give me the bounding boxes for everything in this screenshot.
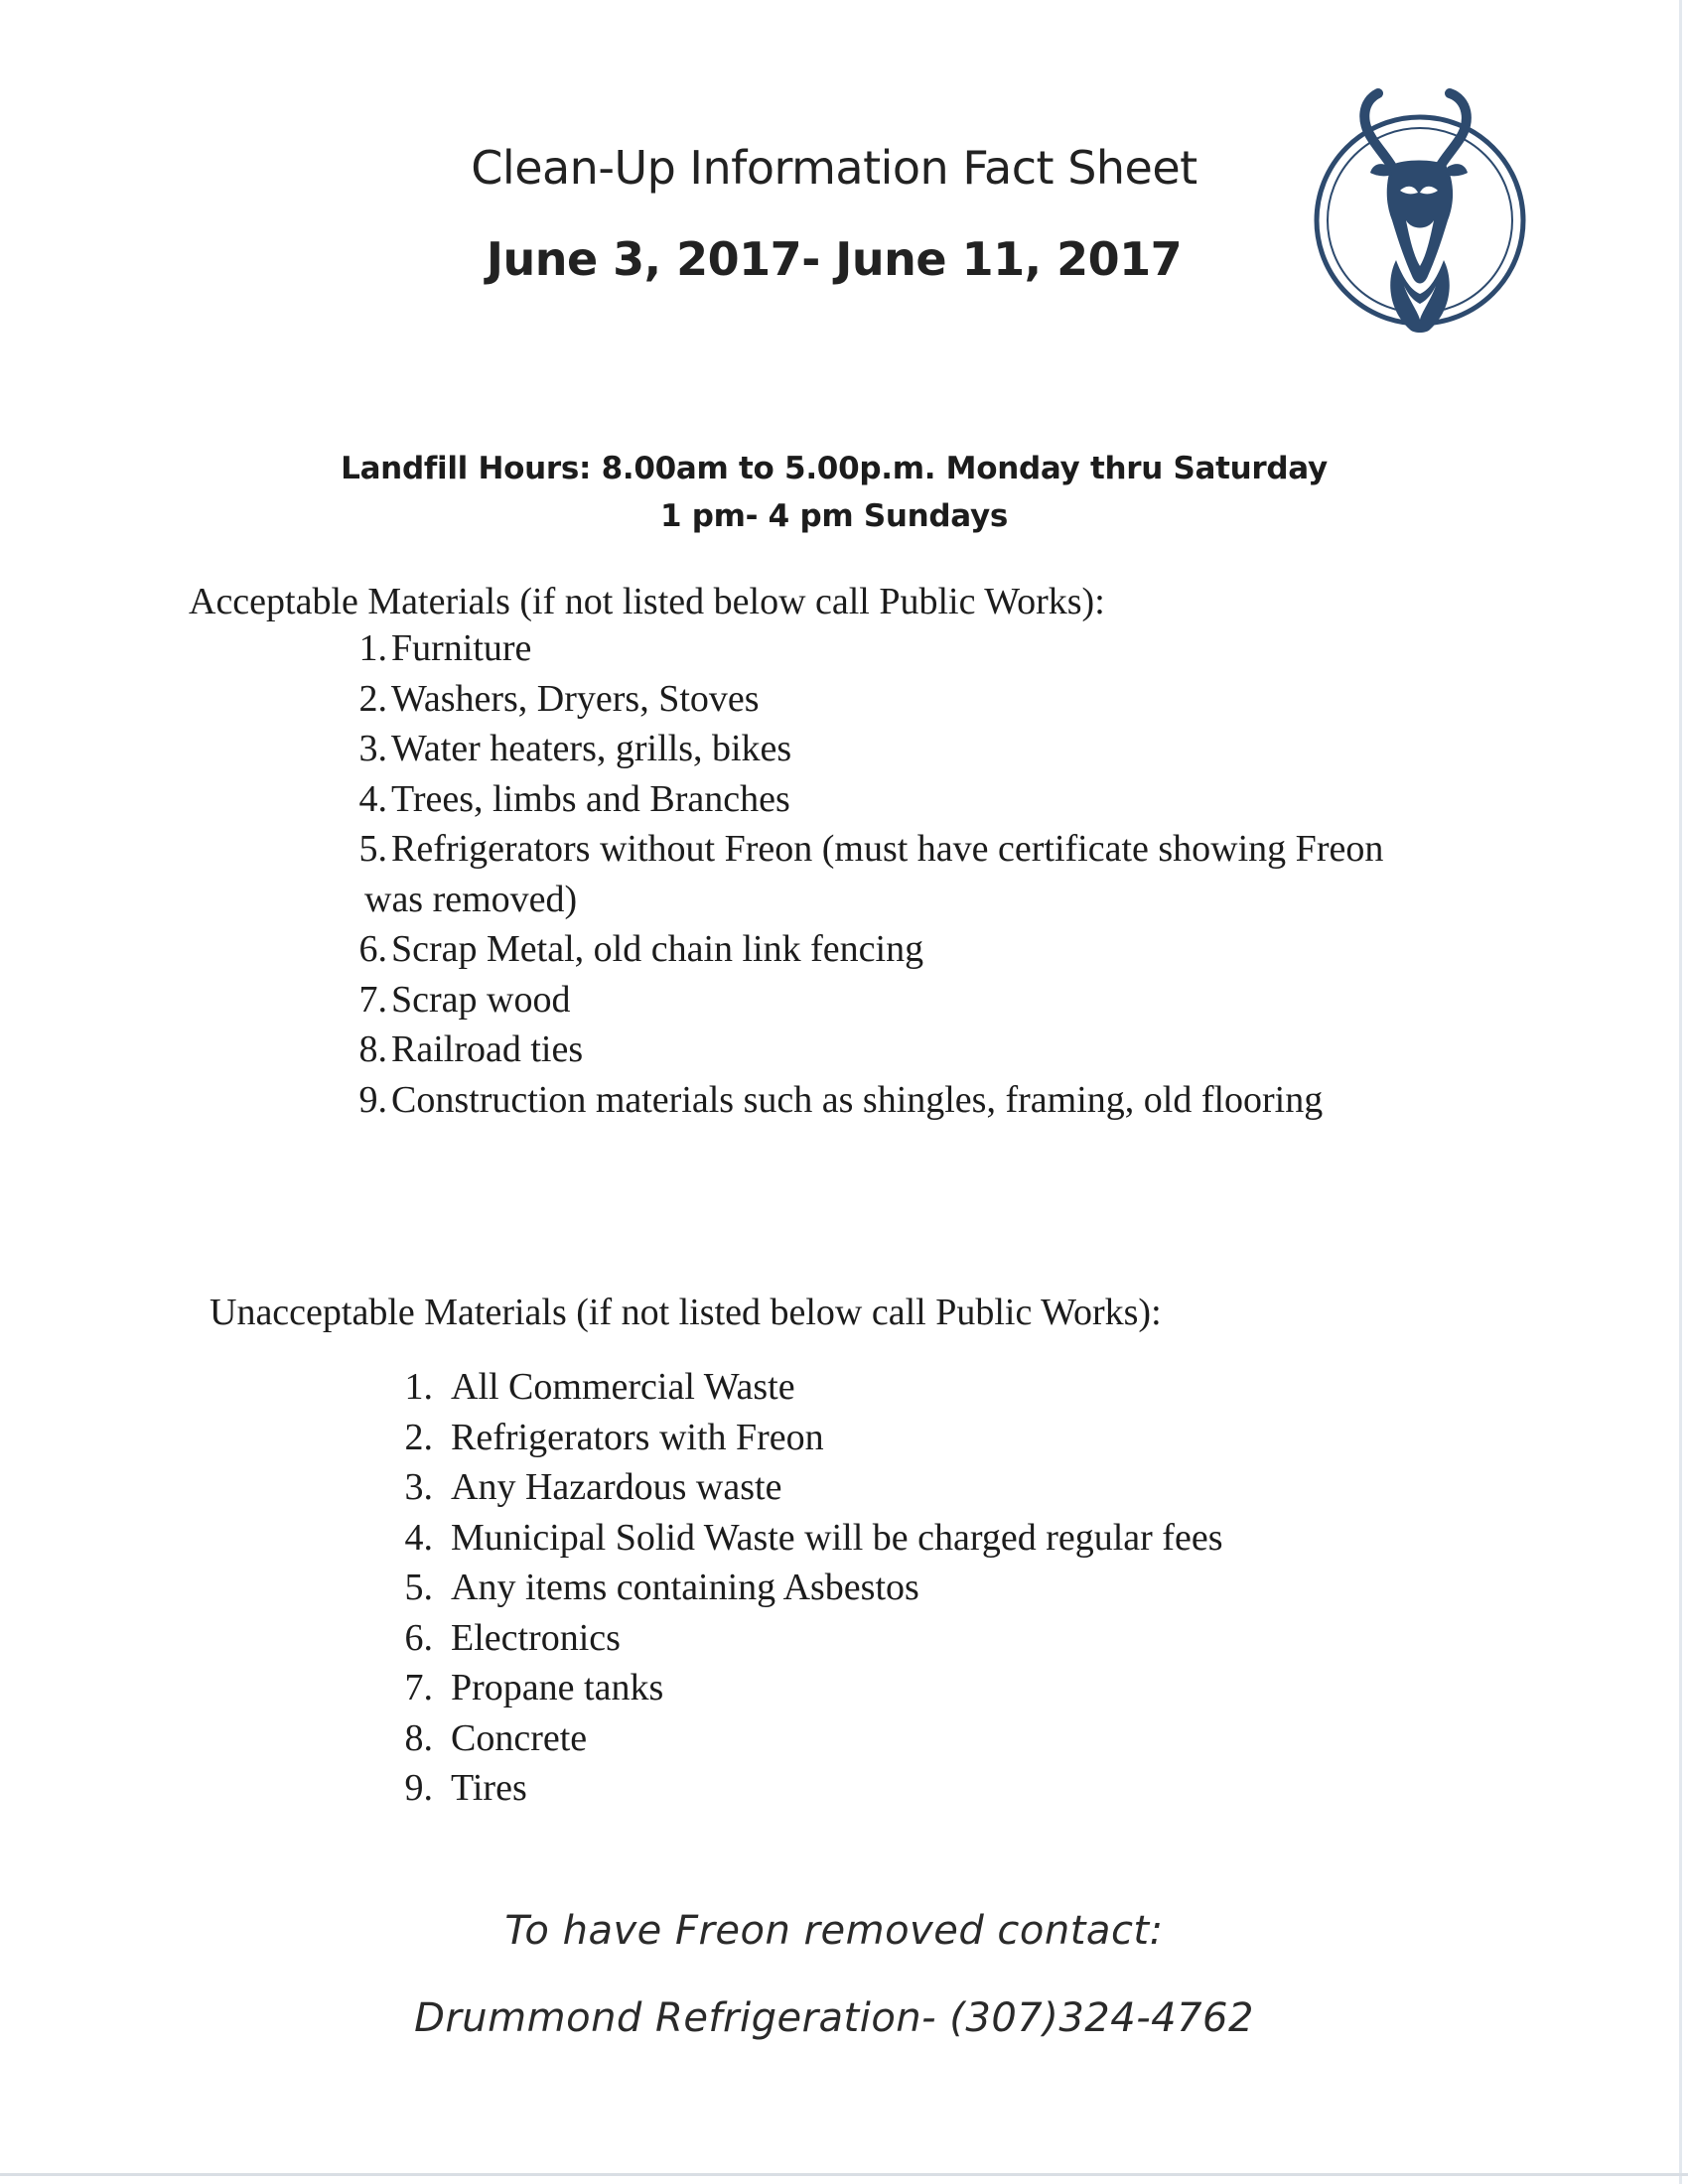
item-text: Scrap Metal, old chain link fencing <box>391 928 924 970</box>
item-number: 5. <box>358 828 387 870</box>
page-edge-right <box>1679 0 1682 2184</box>
item-number: 6. <box>404 1616 433 1659</box>
list-item <box>338 824 1569 924</box>
item-text: Water heaters, grills, bikes <box>391 728 792 769</box>
list-item <box>338 774 1569 825</box>
list-item <box>338 724 1569 774</box>
item-text: Propane tanks <box>451 1667 664 1708</box>
list-item <box>395 1663 1487 1713</box>
item-number: 8. <box>358 1028 387 1070</box>
page-edge-bottom <box>0 2173 1688 2176</box>
acceptable-materials-list <box>338 623 1569 1125</box>
item-number: 7. <box>358 978 387 1021</box>
list-item <box>338 1075 1569 1126</box>
list-item <box>395 1763 1487 1814</box>
item-number: 4. <box>358 777 387 820</box>
antelope-seal-icon <box>1301 81 1539 359</box>
freon-contact-info: Drummond Refrigeration- (307)324-4762 <box>414 1995 1254 2041</box>
item-text-line2: was removed) <box>364 878 578 920</box>
list-item <box>338 975 1569 1025</box>
item-text: Electronics <box>451 1616 621 1659</box>
item-text: Washers, Dryers, Stoves <box>391 677 760 720</box>
item-text: Furniture <box>391 627 532 669</box>
item-text: Refrigerators with Freon <box>451 1416 824 1458</box>
item-text <box>364 824 1573 924</box>
item-text: Any Hazardous waste <box>451 1466 782 1508</box>
item-number: 3. <box>404 1466 433 1508</box>
item-number: 3. <box>358 728 387 769</box>
item-number: 4. <box>404 1516 433 1559</box>
list-item <box>395 1563 1487 1613</box>
item-text-line1: Refrigerators without Freon (must have certificate showing Freon <box>391 828 1384 870</box>
item-number: 1. <box>404 1366 433 1408</box>
item-text: Municipal Solid Waste will be charged regular fees <box>451 1516 1223 1559</box>
list-item <box>395 1613 1487 1664</box>
item-text: Any items containing Asbestos <box>451 1567 919 1608</box>
item-number: 5. <box>404 1567 433 1608</box>
unacceptable-materials-list <box>395 1362 1487 1814</box>
unacceptable-materials-heading: Unacceptable Materials (if not listed below call Public Works): <box>210 1292 1162 1333</box>
item-number: 1. <box>358 627 387 669</box>
list-item <box>338 674 1569 725</box>
list-item <box>338 1024 1569 1075</box>
list-item <box>395 1413 1487 1463</box>
item-text: Trees, limbs and Branches <box>391 777 790 820</box>
landfill-hours-weekdays: Landfill Hours: 8.00am to 5.00p.m. Monday thru Saturday <box>341 451 1328 486</box>
acceptable-materials-heading: Acceptable Materials (if not listed below call Public Works): <box>189 581 1105 622</box>
item-number: 7. <box>404 1667 433 1708</box>
page-title: Clean-Up Information Fact Sheet <box>471 141 1197 195</box>
item-number: 9. <box>358 1078 387 1121</box>
item-text: Tires <box>451 1767 527 1809</box>
item-number: 6. <box>358 928 387 970</box>
freon-contact-label: To have Freon removed contact: <box>504 1908 1164 1954</box>
item-text: Railroad ties <box>391 1028 584 1070</box>
list-item <box>338 924 1569 975</box>
item-text: Concrete <box>451 1716 588 1759</box>
date-range: June 3, 2017- June 11, 2017 <box>486 232 1183 286</box>
item-number: 8. <box>404 1716 433 1759</box>
item-number: 2. <box>358 677 387 720</box>
list-item <box>395 1513 1487 1564</box>
item-text: Scrap wood <box>391 978 571 1021</box>
item-number: 2. <box>404 1416 433 1458</box>
list-item <box>395 1713 1487 1764</box>
item-number: 9. <box>404 1767 433 1809</box>
landfill-hours-sundays: 1 pm- 4 pm Sundays <box>659 498 1009 534</box>
item-text: Construction materials such as shingles, framing, old flooring <box>391 1078 1324 1121</box>
list-item <box>395 1462 1487 1513</box>
list-item <box>395 1362 1487 1413</box>
list-item <box>338 623 1569 674</box>
item-text: All Commercial Waste <box>451 1366 795 1408</box>
